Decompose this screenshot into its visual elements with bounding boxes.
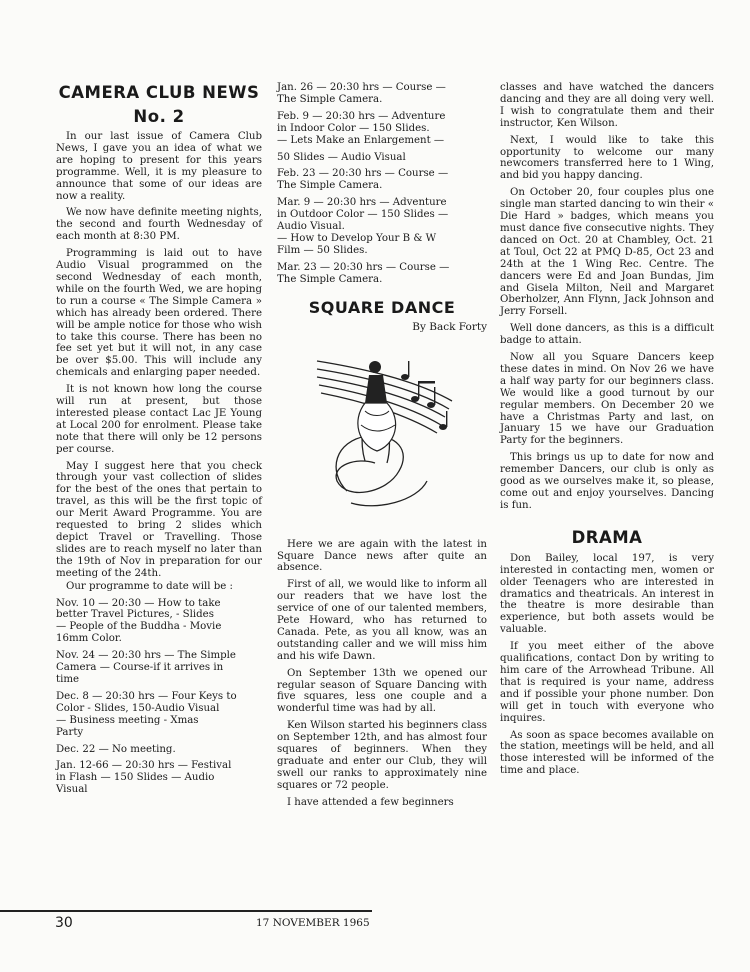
column-3 [500,82,714,782]
square-dance-illustration [307,341,457,513]
schedule-line: in Flash — 150 Slides — Audio [56,772,215,784]
schedule-entry [56,744,262,756]
schedule-line: Jan. 12-66 — 20:30 hrs — Festival [56,760,232,772]
camera-club-subtitle: No. 2 [133,107,185,126]
schedule-list-b [277,82,487,286]
square-para-8: On October 20, four couples plus one single man started dancing to win their « Die Hard » badges, which means you must dance five consecutive nights. They danced on Oct. 20 at Chambley, Oct. 21 at Toul, Oct 22 at PMQ D-85, Oct 23 and 24th at the 1 Wing Rec. Centre. The dancers were Ed and Joan Bundas, Jim and Gisela Milton, Neil and Margaret Oberholzer, Ann Flynn, Jack Johnson and Jerry Forsell. [500,187,714,318]
schedule-line: The Simple Camera. [277,180,383,192]
schedule-line: Nov. 10 — 20:30 — How to take [56,597,221,609]
programme-intro: Our programme to date will be : [66,580,233,592]
camera-para-2: We now have definite meeting nights, the second and fourth Wednesday of each month at 8:30 PM. [56,207,262,243]
schedule-entry [277,152,487,164]
camera-club-title: CAMERA CLUB NEWS [58,83,260,102]
schedule-line: Mar. 23 — 20:30 hrs — Course — [277,261,450,273]
drama-para-1: Don Bailey, local 197, is very interested in contacting men, women or older Teenagers who are interested in dramatics and theatricals. An interest in the theatre is more desirable than experience, but both assets would be valuable. [500,552,714,636]
schedule-line: Audio Visual. [277,221,345,233]
schedule-entry [277,111,487,147]
schedule-line: Mar. 9 — 20:30 hrs — Adventure [277,197,447,209]
drama-para-3: As soon as space becomes available on the station, meetings will be held, and all those interested will be informed of the time and place. [500,729,714,777]
square-dance-title: SQUARE DANCE [308,297,456,317]
square-dance-byline: By Back Forty [412,320,487,333]
schedule-line: Dec. 8 — 20:30 hrs — Four Keys to [56,690,237,702]
schedule-line: — People of the Buddha - Movie [56,621,222,633]
column-1 [56,82,262,801]
schedule-line: The Simple Camera. [277,93,383,105]
schedule-entry [56,650,262,686]
square-para-3: On September 13th we opened our regular season of Square Dancing with five squares, less one couple and a wonderful time was had by all. [277,667,487,715]
schedule-entry [56,760,262,796]
schedule-line: in Indoor Color — 150 Slides. [277,122,430,134]
column-2 [277,82,487,814]
schedule-line: Camera — Course-if it arrives in [56,662,224,674]
schedule-line: Jan. 26 — 20:30 hrs — Course — [277,82,446,93]
camera-para-4: It is not known how long the course will run at present, but those interested please contact Lac JE Young at Local 200 for enrolment. Please take note that there will only be 12 persons per course. [56,384,262,455]
camera-para-1: In our last issue of Camera Club News, I gave you an idea of what we are hoping to present for this years programme. Well, it is my pleasure to announce that some of our ideas are now a reality. [56,131,262,202]
drama-para-2: If you meet either of the above qualifications, contact Don by writing to him care of the Arrowhead Tribune. All that is required is your name, address and if possible your phone number. Don will get in touch with everyone who inquires. [500,641,714,724]
schedule-line: Feb. 23 — 20:30 hrs — Course — [277,168,449,180]
square-para-5: I have attended a few beginners [287,796,454,808]
schedule-list-a [56,598,262,797]
schedule-line: Party [56,726,84,738]
schedule-line: — Business meeting - Xmas [56,714,199,726]
schedule-line: in Outdoor Color — 150 Slides — [277,209,449,221]
square-para-4: Ken Wilson started his beginners class on September 12th, and has almost four squares of beginners. When they graduate and enter our Club, they will swell our ranks to approximately nine squares or 72 people. [277,720,487,791]
schedule-entry [277,262,487,286]
square-para-2: First of all, we would like to inform all our readers that we have lost the service of one of our talented members, Pete Howard, who has returned to Canada. Pete, as you all know, was an outstanding caller and we will miss him and his wife Dawn. [277,579,487,662]
schedule-line: 16mm Color. [56,633,122,645]
square-para-7: Next, I would like to take this opportunity to welcome our many newcomers transferred here to 1 Wing, and bid you happy dancing. [500,134,714,182]
camera-para-5: May I suggest here that you check through your vast collection of slides for the best of the ones that pertain to travel, as this will be the first topic of our Merit Award Programme. You are requested to bring 2 slides which depict Travel or Travelling. Those slides are to reach myself no later than the 19th of Nov in preparation for our meeting of the 24th. [56,460,262,579]
footer-rule [0,910,372,912]
schedule-line: Feb. 9 — 20:30 hrs — Adventure [277,110,446,122]
schedule-line: The Simple Camera. [277,273,383,285]
schedule-entry [56,691,262,739]
schedule-line: Visual [56,784,88,796]
camera-para-3: Programming is laid out to have Audio Visual programmed on the second Wednesday of each month, while on the fourth Wed, we are hoping to run a course « The Simple Camera » which has already been ordered. There will be ample notice for those who wish to take this course. There has been no fee set yet but it will not, in any case be over $5.00. This will include any chemicals and enlarging paper needed. [56,248,262,379]
schedule-entry [277,168,487,192]
square-para-10: Now all you Square Dancers keep these dates in mind. On Nov 26 we have a half way party for our beginners class. We would like a good turnout by our regular members. On December 20 we have a Christmas Party and last, on January 15 we have our Graduation Party for the beginners. [500,352,714,447]
schedule-line: Film — 50 Slides. [277,244,368,256]
schedule-entry [277,82,487,106]
square-para-6: classes and have watched the dancers dancing and they are all doing very well. I wish to congratulate them and their instructor, Ken Wilson. [500,82,714,129]
schedule-entry [277,197,487,257]
footer-date: 17 NOVEMBER 1965 [256,917,370,929]
page-number: 30 [55,915,73,931]
square-para-1: Here we are again with the latest in Square Dance news after quite an absence. [277,538,487,574]
schedule-line: — Lets Make an Enlargement — [277,134,445,146]
schedule-line: Dec. 22 — No meeting. [56,743,176,755]
schedule-entry [56,598,262,646]
schedule-line: 50 Slides — Audio Visual [277,151,406,163]
square-para-11: This brings us up to date for now and remember Dancers, our club is only as good as we ourselves make it, so please, come out and enjoy yourselves. Dancing is fun. [500,452,714,511]
drama-title: DRAMA [571,527,643,547]
schedule-line: time [56,673,80,685]
schedule-line: — How to Develop Your B & W [277,232,437,244]
schedule-line: better Travel Pictures, - Slides [56,609,214,621]
square-para-9: Well done dancers, as this is a difficult badge to attain. [500,323,714,347]
schedule-line: Color - Slides, 150-Audio Visual [56,702,220,714]
schedule-line: Nov. 24 — 20:30 hrs — The Simple [56,650,236,662]
